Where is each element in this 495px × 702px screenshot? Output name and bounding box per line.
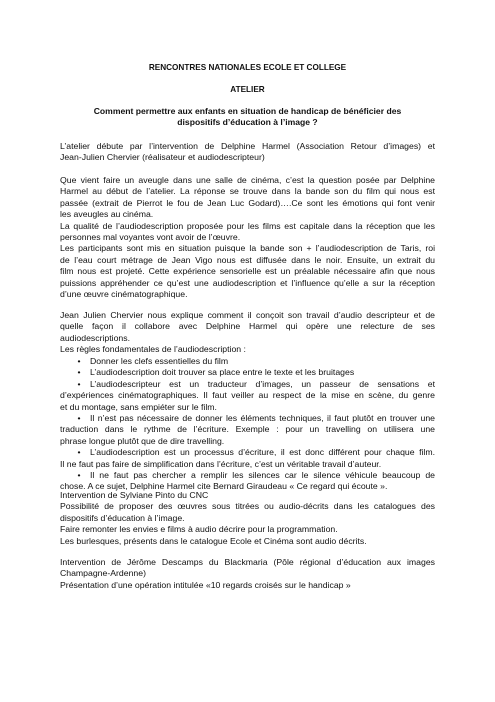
bullet-icon: • xyxy=(77,447,81,458)
rules-list xyxy=(60,356,435,493)
rule-text: chose. A ce sujet, Delphine Harmel cite Bernard Giraudeau « Ce regard qui écoute ». xyxy=(60,481,388,492)
text-line: Les burlesques, présents dans le catalogue Ecole et Cinéma sont audio décrits. xyxy=(60,535,367,546)
rule-text: phrase longue plutôt que de dire travelling. xyxy=(60,435,225,446)
rule-text: Il ne faut pas chercher a remplir les silences car le silence véhicule beaucoup de xyxy=(90,470,435,481)
text-line: quelle façon il collabore avec Delphine Harmel qui opère une relecture de ses xyxy=(60,321,435,332)
list-item xyxy=(60,367,435,378)
subject-line: Comment permettre aux enfants en situation de handicap de bénéficier des xyxy=(93,106,402,116)
list-item xyxy=(60,356,435,367)
rule-text: L’audiodescripteur est un traducteur d’images, un passeur de sensations et xyxy=(90,378,435,389)
text-line: Les participants sont mis en situation puisque la bande son + l’audiodescription de Taris, roi xyxy=(60,243,435,254)
text-line: Intervention de Jérôme Descamps du Blackmaria (Pôle régional d’éducation aux images xyxy=(60,557,435,567)
bullet-icon: • xyxy=(77,367,81,378)
list-item xyxy=(60,447,435,470)
text-line: Possibilité de proposer des œuvres sous titrées ou audio-décrits dans les catalogues des xyxy=(60,501,435,512)
section-heading: ATELIER xyxy=(230,85,265,94)
blackmaria-paragraph xyxy=(60,557,435,591)
rule-text: et du montage, sans empiéter sur le film. xyxy=(60,401,217,412)
bullet-icon: • xyxy=(77,378,81,389)
text-line: Intervention de Sylviane Pinto du CNC xyxy=(60,490,209,500)
text-line: personnes mal voyantes vont avoir de l’œuvre. xyxy=(60,232,241,243)
text-line: puissions appréhender ce qu’est une audiodescription et l’influence qu’elle a sur la réception xyxy=(60,277,435,288)
text-line: Champagne-Ardenne) xyxy=(60,568,146,579)
text-line: les aveugles au cinéma. xyxy=(60,209,154,220)
text-line: Faire remonter les envies e films à audio décrire pour la programmation. xyxy=(60,524,338,535)
list-item xyxy=(60,413,435,447)
chervier-paragraph xyxy=(60,310,435,356)
text-line: Les règles fondamentales de l’audiodescription : xyxy=(60,344,246,355)
text-line: audiodescriptions. xyxy=(60,332,131,343)
rule-text: L’audiodescription doit trouver sa place entre le texte et les bruitages xyxy=(90,367,355,378)
text-line: Présentation d’une opération intitulée «10 regards croisés sur le handicap » xyxy=(60,579,351,590)
intro-paragraph xyxy=(60,141,435,164)
rule-text: L’audiodescription est un processus d’écriture, il est donc différent pour chaque film. xyxy=(90,447,435,458)
bullet-icon: • xyxy=(77,470,81,481)
text-line: Harmel au début de l’atelier. La réponse se trouve dans la bande son du film qui nous est xyxy=(60,186,435,197)
bullet-icon: • xyxy=(77,413,81,424)
text-line: d’une œuvre cinématographique. xyxy=(60,289,188,300)
text-line: Jean Julien Chervier nous explique comment il conçoit son travail d’audio descripteur et de xyxy=(60,310,435,320)
cnc-paragraph xyxy=(60,490,435,547)
document-title: RENCONTRES NATIONALES ECOLE ET COLLEGE xyxy=(148,63,347,72)
text-line: de l’eau court métrage de Jean Vigo nous est diffusée dans le noir. Ensuite, un extrait du xyxy=(60,254,435,265)
list-item xyxy=(60,379,435,413)
text-line: Que vient faire un aveugle dans une salle de cinéma, c’est la question posée par Delphine xyxy=(60,175,435,185)
bullet-icon: • xyxy=(77,356,81,366)
audiodescription-paragraph xyxy=(60,175,435,300)
rule-text: d’expériences cinématographiques. Il faut veiller au respect de la mise en scène, du genre xyxy=(60,390,435,401)
text-line: dispositifs d’éducation à l’image. xyxy=(60,512,185,523)
rule-text: Il n’est pas nécessaire de donner les éléments techniques, il faut plutôt en trouver une xyxy=(90,413,435,424)
subject-line: dispositifs d’éducation à l’image ? xyxy=(177,117,318,127)
rule-text: traduction dans le rythme de l’écriture. Exemple : pour un travelling on utilisera une xyxy=(60,424,435,435)
text-line: passée (extrait de Pierrot le fou de Jean Luc Godard)….Ce sont les émotions qui font venir xyxy=(60,197,435,208)
text-line: L’atelier débute par l’intervention de Delphine Harmel (Association Retour d’images) et xyxy=(60,141,435,151)
text-line: Jean-Julien Chervier (réalisateur et audiodescripteur) xyxy=(60,152,265,163)
text-line: La qualité de l’audiodescription proposée pour les films est capitale dans la réception que les xyxy=(60,220,435,231)
rule-text: Il ne faut pas faire de simplification dans l’écriture, c’est un véritable travail d’auteur. xyxy=(60,458,382,469)
text-line: film nous est projeté. Cette expérience sensorielle est un préalable nécessaire afin que nous xyxy=(60,266,435,277)
workshop-subject xyxy=(60,106,435,128)
rule-text: Donner les clefs essentielles du film xyxy=(90,356,229,366)
